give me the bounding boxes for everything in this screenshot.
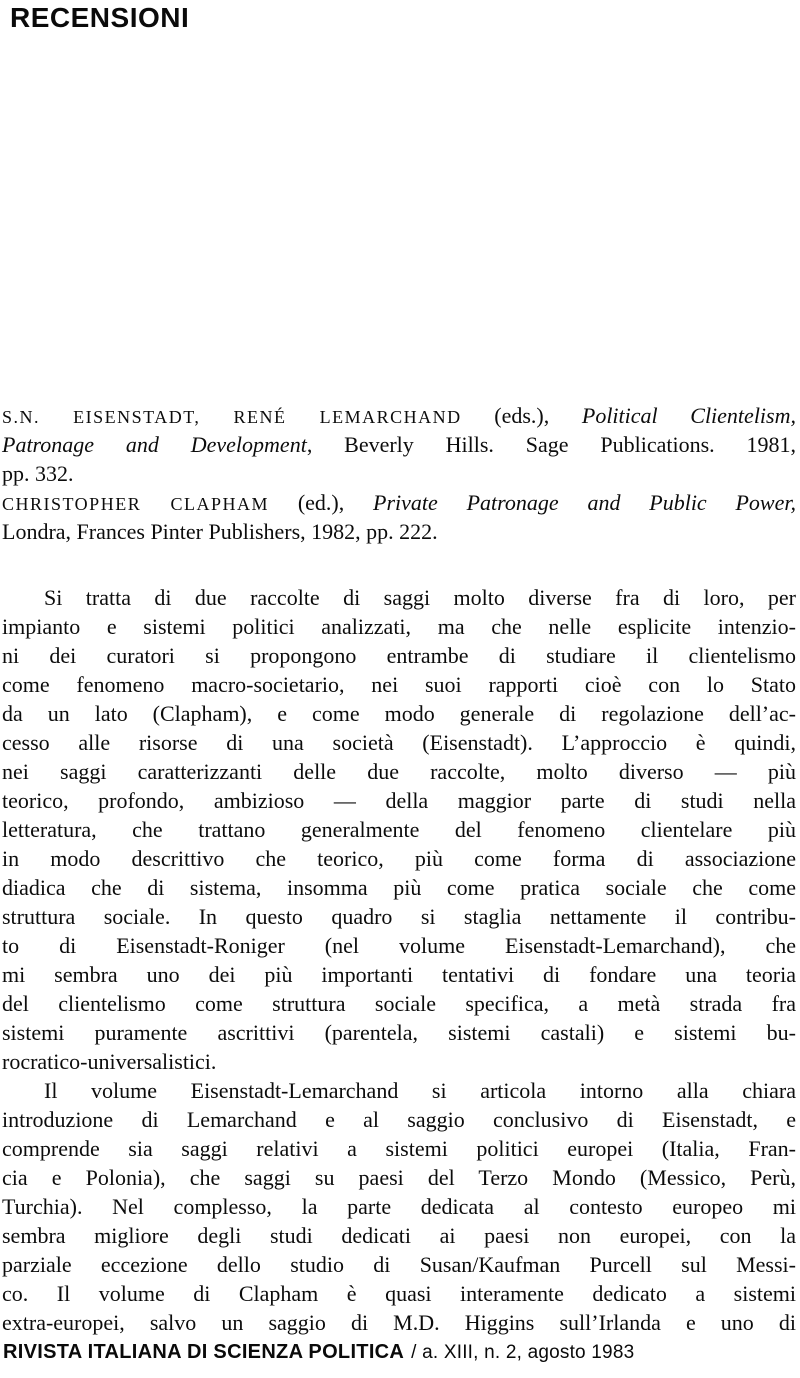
page-title: RECENSIONI: [10, 2, 190, 33]
text-line: teorico, profondo, ambizioso — della maggior parte di studi nella: [2, 788, 796, 813]
text-line: rocratico-universalistici.: [2, 1049, 217, 1074]
text-line: Il volume Eisenstadt-Lemarchand si articola intorno alla chiara: [44, 1078, 796, 1103]
text-line: extra-europei, salvo un saggio di M.D. Higgins sull’Irlanda e uno di: [2, 1310, 796, 1335]
citation-title: Political Clientelism,: [581, 403, 796, 428]
citation-publisher: , Beverly Hills. Sage Publications. 1981,: [306, 432, 796, 457]
text-line: Si tratta di due raccolte di saggi molto diverse fra di loro, per: [44, 585, 796, 610]
text-line: struttura sociale. In questo quadro si staglia nettamente il contribu-: [2, 904, 796, 929]
text-line: come fenomeno macro-societario, nei suoi rapporti cioè con lo Stato: [2, 672, 796, 697]
text-line: to di Eisenstadt-Roniger (nel volume Eisenstadt-Lemarchand), che: [2, 933, 796, 958]
text-line: sistemi puramente ascrittivi (parentela, sistemi castali) e sistemi bu-: [2, 1020, 796, 1045]
journal-name: RIVISTA ITALIANA DI SCIENZA POLITICA: [3, 1341, 405, 1363]
text-line: cia e Polonia), che saggi su paesi del Terzo Mondo (Messico, Perù,: [2, 1165, 796, 1190]
citation-line: [2, 430, 796, 459]
text-line: cesso alle risorse di una società (Eisenstadt). L’approccio è quindi,: [2, 730, 796, 755]
citation-authors: CHRISTOPHER CLAPHAM: [2, 494, 270, 514]
text-line: comprende sia saggi relativi a sistemi politici europei (Italia, Fran-: [2, 1136, 796, 1161]
text-line: mi sembra uno dei più importanti tentativi di fondare una teoria: [2, 962, 796, 987]
text-line: diadica che di sistema, insomma più come pratica sociale che come: [2, 875, 796, 900]
text-line: co. Il volume di Clapham è quasi interamente dedicato a sistemi: [2, 1281, 796, 1306]
text-line: letteratura, che trattano generalmente del fenomeno clientelare più: [2, 817, 796, 842]
text-line: in modo descrittivo che teorico, più come forma di associazione: [2, 846, 796, 871]
text-line: del clientelismo come struttura sociale specifica, a metà strada fra: [2, 991, 796, 1016]
text-line: parziale eccezione dello studio di Susan/Kaufman Purcell sul Messi-: [2, 1252, 796, 1277]
journal-footer: [3, 1341, 634, 1364]
text-line: nei saggi caratterizzanti delle due raccolte, molto diverso — più: [2, 759, 796, 784]
text-line: Turchia). Nel complesso, la parte dedicata al contesto europeo mi: [2, 1194, 796, 1219]
issue-info: / a. XIII, n. 2, agosto 1983: [411, 1342, 635, 1363]
citation-eds: (eds.),: [461, 403, 582, 428]
citation-title: Patronage and Development: [2, 432, 307, 457]
citation-eds: (ed.),: [269, 490, 374, 515]
citation-title: Private Patronage and Public Power,: [373, 490, 796, 515]
text-line: sembra migliore degli studi dedicati ai paesi non europei, con la: [2, 1223, 796, 1248]
citation-authors: S.N. EISENSTADT, RENÉ LEMARCHAND: [2, 407, 462, 427]
text-line: da un lato (Clapham), e come modo generale di regolazione dell’ac-: [2, 701, 796, 726]
citation-line: [2, 517, 796, 546]
text-line: introduzione di Lemarchand e al saggio conclusivo di Eisenstadt, e: [2, 1107, 796, 1132]
citation-pages: pp. 332.: [2, 461, 74, 486]
text-line: ni dei curatori si propongono entrambe di studiare il clientelismo: [2, 643, 796, 668]
review-text: [2, 583, 796, 1337]
citation-line: [2, 488, 796, 517]
citation-line: [2, 401, 796, 430]
citation-publisher: Londra, Frances Pinter Publishers, 1982, pp. 222.: [2, 519, 438, 544]
citation-block: [2, 401, 796, 546]
text-line: impianto e sistemi politici analizzati, ma che nelle esplicite intenzio-: [2, 614, 796, 639]
citation-line: [2, 459, 796, 488]
